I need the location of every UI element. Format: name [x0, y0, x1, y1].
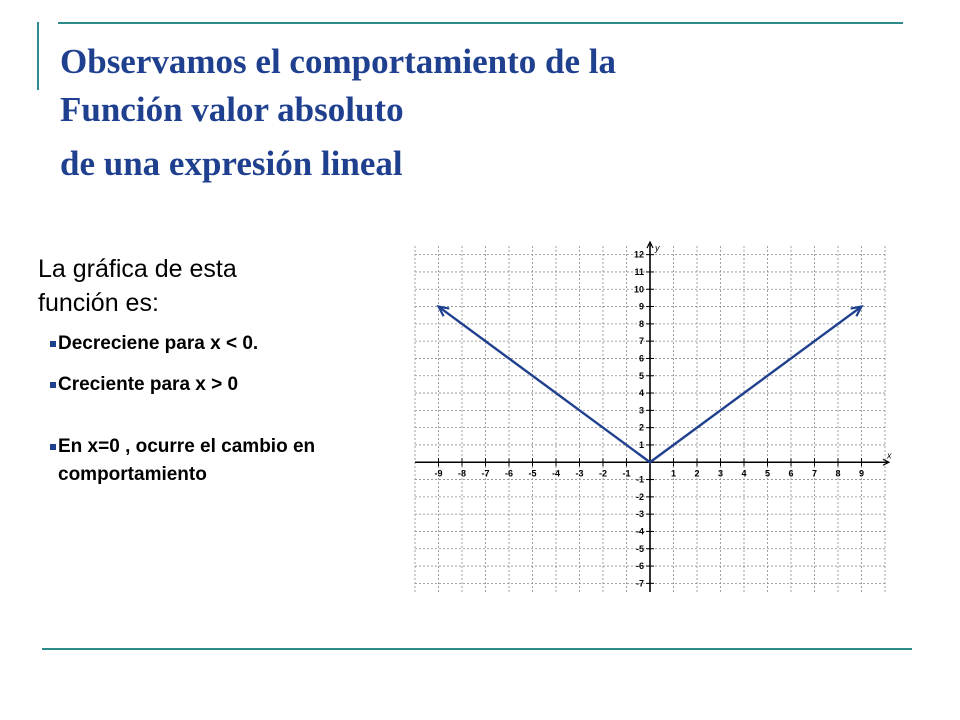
y-tick-label: 11: [634, 266, 644, 277]
y-tick-label: 9: [638, 301, 644, 312]
bullet-item: [38, 433, 328, 489]
x-tick-label: -1: [622, 468, 631, 479]
x-tick-label: -2: [598, 468, 608, 479]
footer-rule: [42, 648, 912, 650]
y-tick-label: 1: [638, 439, 644, 450]
square-bullet-icon: [50, 444, 56, 450]
bullet-text: En x=0 , ocurre el cambio en comportamiento: [58, 436, 316, 485]
bullet-item: [38, 371, 398, 399]
x-axis-label: x: [887, 450, 892, 461]
bullet-item: [38, 330, 398, 358]
x-tick-label: 7: [811, 468, 818, 479]
title-line-1: Observamos el comportamiento de la: [60, 42, 617, 81]
x-tick-label: 5: [764, 468, 771, 479]
title-accent-horizontal-rule: [58, 22, 903, 24]
square-bullet-icon: [50, 382, 56, 388]
x-tick-label: -3: [575, 468, 584, 479]
y-tick-label: -3: [635, 509, 644, 520]
y-tick-label: 4: [638, 388, 644, 399]
slide-title: [60, 38, 920, 188]
x-tick-label: 3: [717, 468, 724, 479]
y-axis-label: y: [655, 243, 660, 253]
x-tick-label: 9: [858, 468, 865, 479]
x-tick-label: 2: [694, 468, 700, 479]
title-line-2: Función valor absoluto: [60, 90, 404, 129]
x-tick-label: -5: [528, 468, 537, 479]
y-tick-label: -1: [635, 474, 644, 485]
y-tick-label: 6: [638, 353, 644, 364]
x-tick-label: -7: [481, 468, 490, 479]
graph-svg: [405, 238, 895, 594]
x-tick-label: 1: [670, 468, 677, 479]
y-tick-label: 5: [638, 370, 644, 381]
x-tick-label: -9: [434, 468, 443, 479]
lead-text: [38, 252, 398, 320]
y-tick-label: 2: [638, 422, 644, 433]
x-tick-label: -8: [457, 468, 467, 479]
title-line-3: de una expresión lineal: [60, 144, 403, 183]
x-tick-label: -4: [551, 468, 561, 479]
square-bullet-icon: [50, 341, 56, 347]
x-tick-label: 4: [741, 468, 747, 479]
y-tick-label: -4: [635, 526, 644, 537]
y-tick-label: 12: [633, 249, 644, 260]
y-tick-label: -7: [635, 578, 644, 589]
bullet-text: Creciente para x > 0: [58, 374, 239, 395]
x-tick-label: -6: [504, 468, 514, 479]
absolute-value-graph: [405, 238, 895, 594]
y-tick-label: -6: [635, 561, 644, 572]
slide-body: [38, 252, 398, 502]
y-tick-label: 7: [638, 336, 644, 347]
title-accent-vertical-rule: [37, 22, 39, 90]
x-tick-label: 8: [835, 468, 841, 479]
y-tick-label: 3: [638, 405, 644, 416]
lead-line-1: La gráfica de esta: [38, 255, 237, 283]
lead-line-2: función es:: [38, 289, 159, 317]
x-tick-label: 6: [788, 468, 794, 479]
y-tick-label: 10: [633, 284, 644, 295]
y-tick-label: 8: [638, 318, 644, 329]
y-tick-label: -2: [635, 491, 644, 502]
bullet-text: Decreciene para x < 0.: [58, 333, 259, 354]
y-tick-label: -5: [635, 543, 644, 554]
